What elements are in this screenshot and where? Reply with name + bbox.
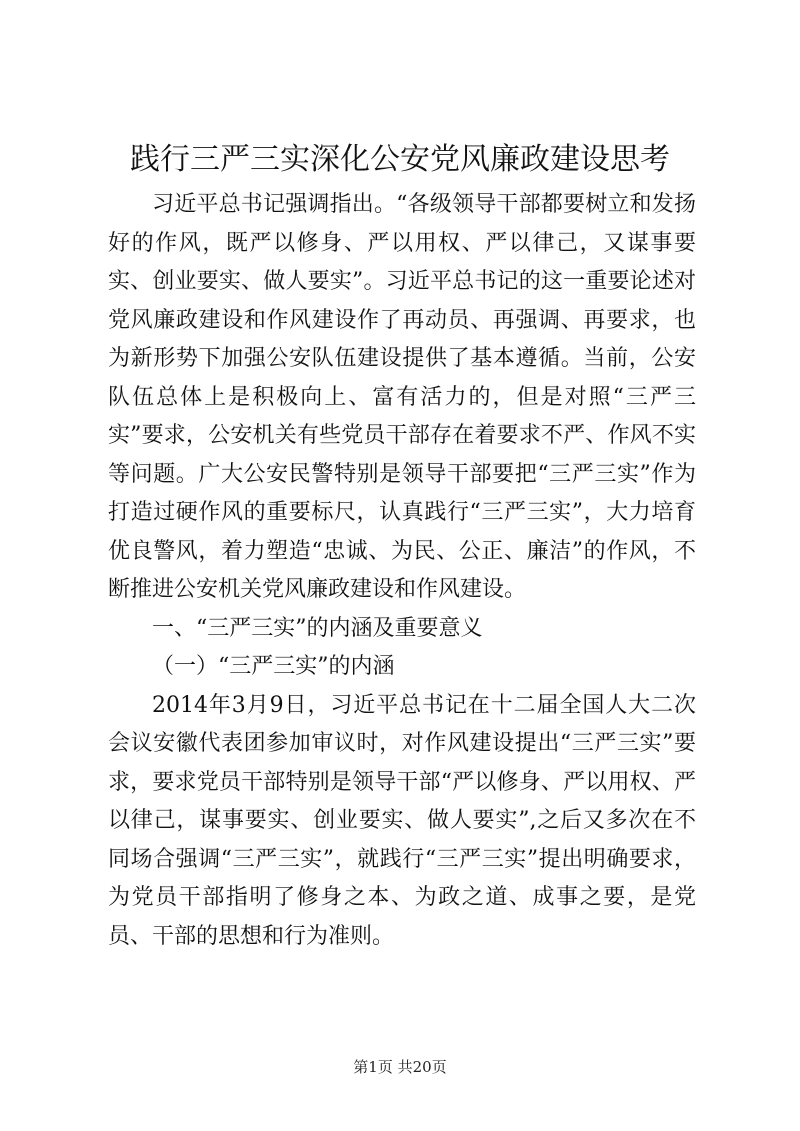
paragraph-intro: 习近平总书记强调指出。“各级领导干部都要树立和发扬好的作风，既严以修身、严以用权、严以律己，又谋事要实、创业要实、做人要实”。习近平总书记的这一重要论述对党风廉政建设和作风建设作了再动员、再强调、再要求，也为新形势下加强公安队伍建设提供了基本遵循。当前，公安队伍总体上是积极向上、富有活力的，但是对照“三严三实”要求，公安机关有些党员干部存在着要求不严、作风不实等问题。广大公安民警特别是领导干部要把“三严三实”作为打造过硬作风的重要标尺，认真践行“三严三实”，大力培育优良警风，着力塑造“忠诚、为民、公正、廉洁”的作风，不断推进公安机关党风廉政建设和作风建设。	[108, 192, 696, 602]
document-title: 践行三严三实深化公安党风廉政建设思考	[130, 142, 670, 177]
paragraph-body: 2014年3月9日，习近平总书记在十二届全国人大二次会议安徽代表团参加审议时，对作风建设提出“三严三实”要求，要求党员干部特别是领导干部“严以修身、严以用权、严以律己，谋事要实、创业要实、做人要实”,之后又多次在不同场合强调“三严三实”，就践行“三严三实”提出明确要求，为党员干部指明了修身之本、为政之道、成事之要，是党员、干部的思想和行为准则。	[108, 692, 696, 949]
section-heading: 一、“三严三实”的内涵及重要意义	[152, 615, 483, 641]
page-footer: 第1页 共20页	[353, 1058, 447, 1076]
subsection-heading: （一）“三严三实”的内涵	[152, 654, 395, 679]
document-body	[108, 186, 696, 956]
